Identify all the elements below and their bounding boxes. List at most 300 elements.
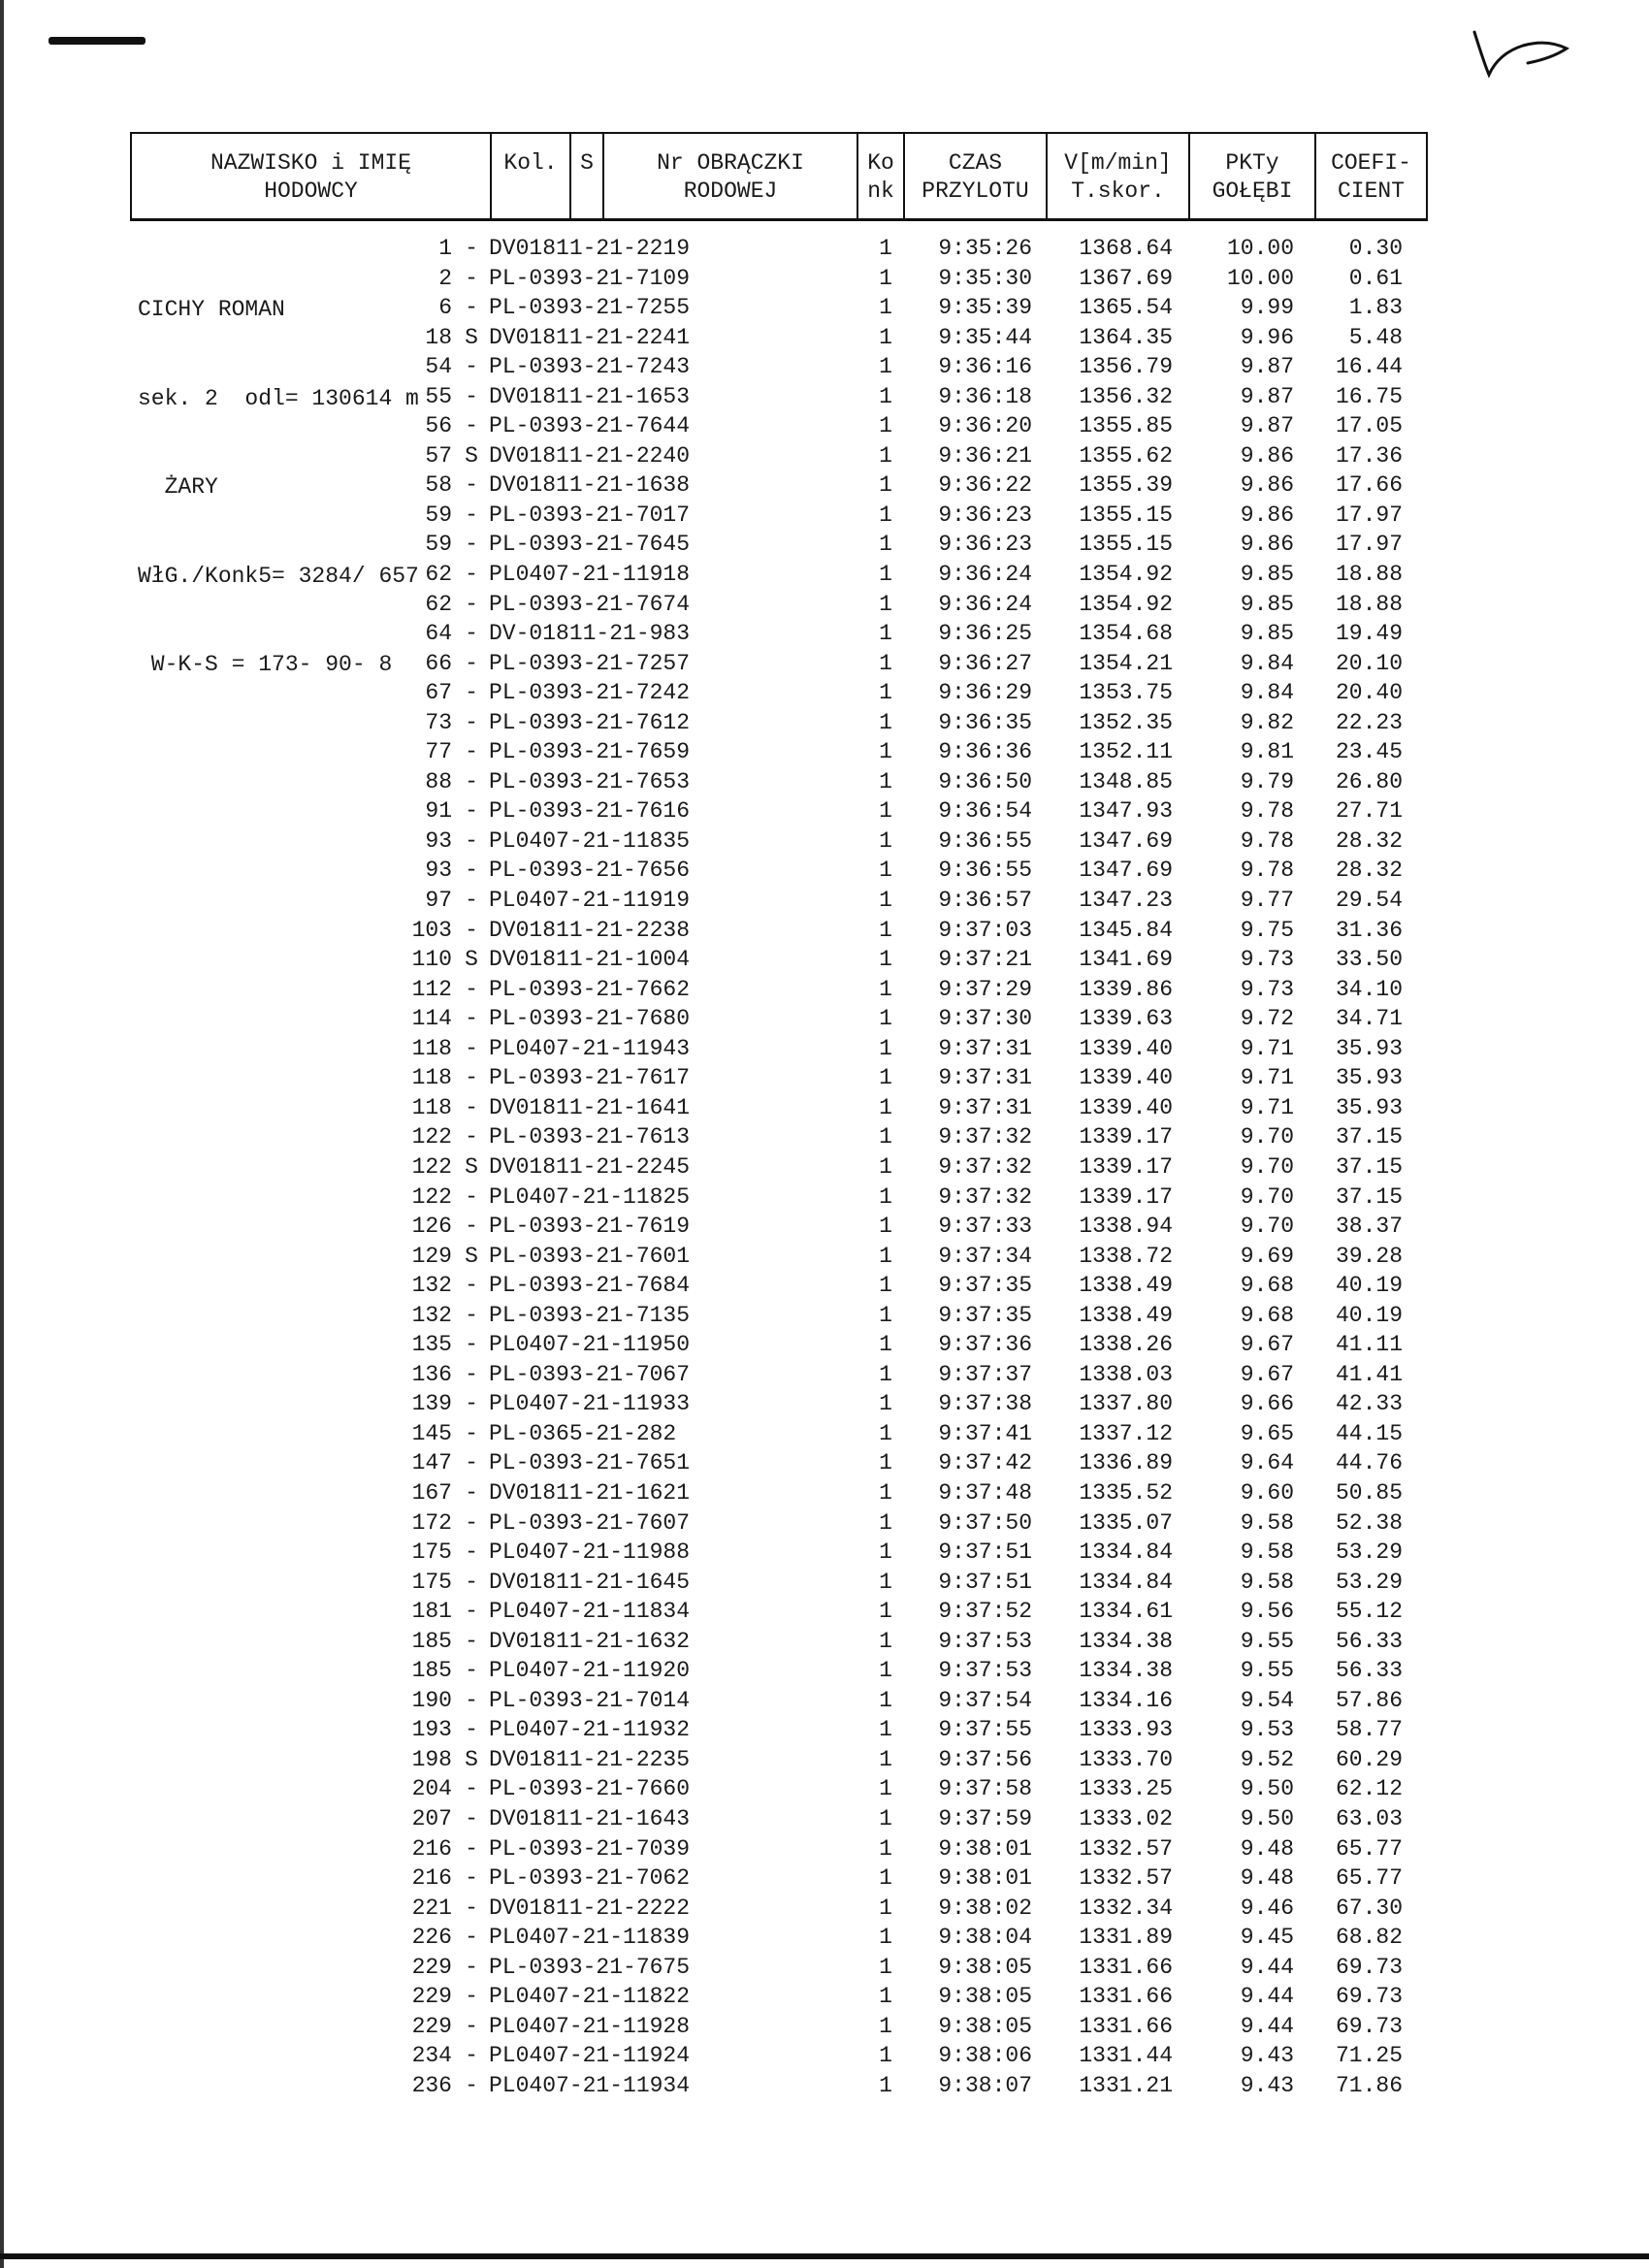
coefficient-cell: 68.82 [1335, 1925, 1403, 1951]
arrival-time-cell: 9:35:26 [938, 236, 1032, 261]
coefficient-cell: 56.33 [1335, 1658, 1403, 1684]
speed-cell: 1356.79 [1079, 354, 1173, 380]
konk-cell: 1 [879, 709, 892, 735]
kol-cell: 118 [411, 1065, 452, 1091]
arrival-time-cell: 9:37:35 [938, 1302, 1032, 1328]
coefficient-cell: 56.33 [1335, 1628, 1403, 1654]
ring-number-cell: PL-0393-21-7659 [489, 739, 691, 765]
coefficient-cell: 16.44 [1335, 354, 1403, 380]
s-cell: - [465, 1302, 478, 1328]
coefficient-cell: 67.30 [1335, 1895, 1403, 1921]
arrival-time-cell: 9:37:58 [938, 1776, 1032, 1802]
header-speed [1048, 134, 1190, 218]
kol-cell: 91 [425, 798, 452, 825]
s-cell: - [465, 1628, 478, 1654]
header-time-line1: CZAS [948, 150, 1003, 176]
arrival-time-cell: 9:37:33 [938, 1214, 1032, 1240]
konk-cell: 1 [879, 295, 892, 321]
konk-cell: 1 [879, 354, 892, 380]
kol-cell: 57 [425, 442, 452, 469]
ring-number-cell: DV01811-21-1004 [489, 947, 691, 973]
header-coef [1316, 134, 1426, 218]
konk-cell: 1 [879, 324, 892, 350]
arrival-time-cell: 9:37:42 [938, 1450, 1032, 1476]
speed-cell: 1355.85 [1079, 413, 1173, 439]
arrival-time-cell: 9:38:06 [938, 2043, 1032, 2069]
ring-number-cell: PL-0393-21-7601 [489, 1243, 691, 1269]
coefficient-cell: 44.76 [1335, 1450, 1403, 1476]
kol-cell: 190 [411, 1687, 452, 1713]
coefficient-cell: 0.30 [1348, 236, 1403, 261]
ring-number-cell: PL-0393-21-7662 [489, 976, 691, 1002]
coefficient-cell: 0.61 [1348, 265, 1403, 291]
points-cell: 9.55 [1240, 1658, 1294, 1684]
kol-cell: 122 [411, 1153, 452, 1180]
arrival-time-cell: 9:36:20 [938, 413, 1032, 439]
konk-cell: 1 [879, 1658, 892, 1684]
ring-number-cell: PL0407-21-11934 [489, 2072, 691, 2098]
s-cell: - [465, 1450, 478, 1476]
points-cell: 9.65 [1240, 1420, 1294, 1446]
kol-cell: 112 [411, 976, 452, 1002]
s-cell: - [465, 888, 478, 914]
arrival-time-cell: 9:36:18 [938, 383, 1032, 409]
arrival-time-cell: 9:36:55 [938, 827, 1032, 854]
speed-cell: 1355.15 [1079, 502, 1173, 528]
points-cell: 9.84 [1240, 680, 1294, 706]
coefficient-cell: 28.32 [1335, 827, 1403, 854]
points-cell: 9.48 [1240, 1835, 1294, 1862]
ring-number-cell: PL-0393-21-7242 [489, 680, 691, 706]
coefficient-cell: 53.29 [1335, 1569, 1403, 1595]
scan-bottom-rule [0, 2253, 1649, 2259]
kol-cell: 93 [425, 827, 452, 854]
speed-cell: 1332.34 [1079, 1895, 1173, 1921]
arrival-time-cell: 9:37:38 [938, 1391, 1032, 1417]
speed-cell: 1335.07 [1079, 1509, 1173, 1536]
speed-cell: 1331.89 [1079, 1925, 1173, 1951]
pen-dash-mark [48, 37, 146, 45]
coefficient-cell: 71.25 [1335, 2043, 1403, 2069]
speed-cell: 1334.16 [1079, 1687, 1173, 1713]
ring-number-cell: PL-0393-21-7607 [489, 1509, 691, 1536]
coefficient-cell: 35.93 [1335, 1065, 1403, 1091]
arrival-time-cell: 9:36:55 [938, 858, 1032, 884]
ring-number-cell: PL-0393-21-7135 [489, 1302, 691, 1328]
header-kol [492, 134, 571, 218]
ring-number-cell: DV01811-21-2241 [489, 324, 691, 350]
ring-number-cell: PL-0393-21-7680 [489, 1006, 691, 1032]
points-cell: 9.67 [1240, 1332, 1294, 1358]
konk-cell: 1 [879, 1124, 892, 1150]
points-cell: 9.44 [1240, 1984, 1294, 2010]
breeder-wks: W-K-S = 173- 90- 8 [138, 652, 393, 677]
kol-cell: 234 [411, 2043, 452, 2069]
kol-cell: 67 [425, 680, 452, 706]
speed-cell: 1347.69 [1079, 827, 1173, 854]
points-cell: 9.56 [1240, 1599, 1294, 1625]
ring-number-cell: PL0407-21-11822 [489, 1984, 691, 2010]
konk-cell: 1 [879, 1776, 892, 1802]
kol-cell: 185 [411, 1658, 452, 1684]
points-cell: 9.55 [1240, 1628, 1294, 1654]
s-cell: - [465, 798, 478, 825]
coefficient-cell: 31.36 [1335, 917, 1403, 943]
points-cell: 9.50 [1240, 1776, 1294, 1802]
coefficient-cell: 44.15 [1335, 1420, 1403, 1446]
ring-number-cell: PL-0393-21-7616 [489, 798, 691, 825]
points-cell: 9.68 [1240, 1302, 1294, 1328]
points-cell: 9.81 [1240, 739, 1294, 765]
ring-number-cell: PL0407-21-11825 [489, 1183, 691, 1210]
breeder-section-distance: sek. 2 odl= 130614 m [138, 385, 419, 411]
points-cell: 9.85 [1240, 562, 1294, 588]
breeder-konk: WłG./Konk5= 3284/ 657 [138, 563, 419, 589]
speed-cell: 1352.11 [1079, 739, 1173, 765]
results-table-header [130, 132, 1428, 221]
points-cell: 9.86 [1240, 502, 1294, 528]
ring-number-cell: DV01811-21-1638 [489, 472, 691, 499]
kol-cell: 122 [411, 1124, 452, 1150]
konk-cell: 1 [879, 1065, 892, 1091]
speed-cell: 1331.66 [1079, 1984, 1173, 2010]
ring-number-cell: DV01811-21-2240 [489, 442, 691, 469]
konk-cell: 1 [879, 1035, 892, 1061]
s-cell: - [465, 532, 478, 558]
coefficient-cell: 57.86 [1335, 1687, 1403, 1713]
header-coef-line1: COEFI- [1331, 150, 1411, 176]
points-cell: 9.78 [1240, 798, 1294, 825]
coefficient-cell: 18.88 [1335, 591, 1403, 617]
arrival-time-cell: 9:37:53 [938, 1628, 1032, 1654]
points-cell: 9.54 [1240, 1687, 1294, 1713]
points-cell: 9.70 [1240, 1214, 1294, 1240]
ring-number-cell: PL-0393-21-7257 [489, 650, 691, 676]
coefficient-cell: 41.11 [1335, 1332, 1403, 1358]
header-ring-line2: RODOWEJ [683, 178, 778, 204]
kol-cell: 126 [411, 1214, 452, 1240]
coefficient-cell: 63.03 [1335, 1805, 1403, 1831]
s-cell: - [465, 768, 478, 794]
speed-cell: 1336.89 [1079, 1450, 1173, 1476]
ring-number-cell: DV01811-21-1641 [489, 1094, 691, 1120]
s-cell: - [465, 236, 478, 261]
konk-cell: 1 [879, 1391, 892, 1417]
points-cell: 9.70 [1240, 1124, 1294, 1150]
s-cell: - [465, 1420, 478, 1446]
coefficient-cell: 39.28 [1335, 1243, 1403, 1269]
arrival-time-cell: 9:37:03 [938, 917, 1032, 943]
arrival-time-cell: 9:35:39 [938, 295, 1032, 321]
speed-cell: 1334.61 [1079, 1599, 1173, 1625]
s-cell: - [465, 1214, 478, 1240]
ring-number-cell: PL0407-21-11988 [489, 1539, 691, 1566]
arrival-time-cell: 9:37:37 [938, 1361, 1032, 1387]
speed-cell: 1347.23 [1079, 888, 1173, 914]
konk-cell: 1 [879, 1509, 892, 1536]
coefficient-cell: 40.19 [1335, 1273, 1403, 1299]
s-cell: - [465, 1539, 478, 1566]
ring-number-cell: PL0407-21-11839 [489, 1925, 691, 1951]
coefficient-cell: 34.71 [1335, 1006, 1403, 1032]
points-cell: 10.00 [1226, 265, 1294, 291]
s-cell: - [465, 502, 478, 528]
ring-number-cell: PL0407-21-11835 [489, 827, 691, 854]
s-cell: - [465, 1124, 478, 1150]
ring-number-cell: PL-0393-21-7613 [489, 1124, 691, 1150]
speed-cell: 1333.02 [1079, 1805, 1173, 1831]
points-cell: 9.44 [1240, 2013, 1294, 2039]
arrival-time-cell: 9:38:05 [938, 1984, 1032, 2010]
ring-number-cell: PL-0393-21-7684 [489, 1273, 691, 1299]
s-cell: S [465, 1153, 478, 1180]
kol-cell: 147 [411, 1450, 452, 1476]
ring-number-cell: DV01811-21-1643 [489, 1805, 691, 1831]
arrival-time-cell: 9:36:29 [938, 680, 1032, 706]
kol-cell: 167 [411, 1479, 452, 1506]
s-cell: - [465, 1658, 478, 1684]
coefficient-cell: 71.86 [1335, 2072, 1403, 2098]
header-s [571, 134, 604, 218]
kol-cell: 6 [438, 295, 452, 321]
coefficient-cell: 5.48 [1348, 324, 1403, 350]
speed-cell: 1365.54 [1079, 295, 1173, 321]
points-cell: 9.73 [1240, 947, 1294, 973]
coefficient-cell: 38.37 [1335, 1214, 1403, 1240]
ring-number-cell: PL-0393-21-7675 [489, 1954, 691, 1980]
points-cell: 9.72 [1240, 1006, 1294, 1032]
kol-cell: 54 [425, 354, 452, 380]
ring-number-cell: PL-0393-21-7617 [489, 1065, 691, 1091]
coefficient-cell: 26.80 [1335, 768, 1403, 794]
konk-cell: 1 [879, 1450, 892, 1476]
s-cell: - [465, 1835, 478, 1862]
konk-cell: 1 [879, 1243, 892, 1269]
kol-cell: 1 [438, 236, 452, 261]
points-cell: 9.84 [1240, 650, 1294, 676]
points-cell: 9.44 [1240, 1954, 1294, 1980]
ring-number-cell: DV01811-21-2245 [489, 1153, 691, 1180]
konk-cell: 1 [879, 1954, 892, 1980]
kol-cell: 175 [411, 1539, 452, 1566]
s-cell: - [465, 1925, 478, 1951]
points-cell: 9.58 [1240, 1539, 1294, 1566]
konk-cell: 1 [879, 650, 892, 676]
speed-cell: 1339.40 [1079, 1065, 1173, 1091]
konk-cell: 1 [879, 1925, 892, 1951]
speed-cell: 1348.85 [1079, 768, 1173, 794]
header-breeder-line1: NAZWISKO i IMIĘ [210, 150, 412, 176]
kol-cell: 207 [411, 1805, 452, 1831]
s-cell: - [465, 472, 478, 499]
header-s-line1: S [580, 150, 594, 176]
konk-cell: 1 [879, 1687, 892, 1713]
coefficient-cell: 69.73 [1335, 1954, 1403, 1980]
speed-cell: 1339.63 [1079, 1006, 1173, 1032]
s-cell: - [465, 917, 478, 943]
points-cell: 9.86 [1240, 472, 1294, 499]
kol-cell: 229 [411, 2013, 452, 2039]
coefficient-cell: 35.93 [1335, 1035, 1403, 1061]
speed-cell: 1352.35 [1079, 709, 1173, 735]
s-cell: - [465, 739, 478, 765]
arrival-time-cell: 9:37:30 [938, 1006, 1032, 1032]
points-cell: 9.58 [1240, 1569, 1294, 1595]
arrival-time-cell: 9:35:30 [938, 265, 1032, 291]
kol-cell: 59 [425, 532, 452, 558]
s-cell: - [465, 1599, 478, 1625]
arrival-time-cell: 9:36:25 [938, 621, 1032, 647]
speed-cell: 1356.32 [1079, 383, 1173, 409]
speed-cell: 1332.57 [1079, 1865, 1173, 1892]
konk-cell: 1 [879, 2013, 892, 2039]
ring-number-cell: DV-01811-21-983 [489, 621, 691, 647]
s-cell: - [465, 1984, 478, 2010]
kol-cell: 216 [411, 1865, 452, 1892]
arrival-time-cell: 9:37:35 [938, 1273, 1032, 1299]
points-cell: 9.53 [1240, 1717, 1294, 1743]
header-points-line1: PKTy [1225, 150, 1279, 176]
arrival-time-cell: 9:38:05 [938, 1954, 1032, 1980]
speed-cell: 1337.80 [1079, 1391, 1173, 1417]
s-cell: S [465, 947, 478, 973]
ring-number-cell: PL-0393-21-7039 [489, 1835, 691, 1862]
arrival-time-cell: 9:37:41 [938, 1420, 1032, 1446]
s-cell: - [465, 354, 478, 380]
s-cell: - [465, 1065, 478, 1091]
ring-number-cell: PL0407-21-11932 [489, 1717, 691, 1743]
s-cell: - [465, 1183, 478, 1210]
coefficient-cell: 22.23 [1335, 709, 1403, 735]
ring-number-cell: DV01811-21-2238 [489, 917, 691, 943]
ring-number-cell: PL0407-21-11834 [489, 1599, 691, 1625]
arrival-time-cell: 9:37:29 [938, 976, 1032, 1002]
konk-cell: 1 [879, 1420, 892, 1446]
speed-cell: 1347.69 [1079, 858, 1173, 884]
coefficient-cell: 16.75 [1335, 383, 1403, 409]
konk-cell: 1 [879, 562, 892, 588]
konk-cell: 1 [879, 1214, 892, 1240]
konk-cell: 1 [879, 236, 892, 261]
ring-number-cell: PL-0393-21-7645 [489, 532, 691, 558]
points-cell: 9.70 [1240, 1153, 1294, 1180]
speed-cell: 1354.92 [1079, 591, 1173, 617]
ring-number-cell: PL-0393-21-7619 [489, 1214, 691, 1240]
ring-number-cell: PL0407-21-11919 [489, 888, 691, 914]
s-cell: - [465, 265, 478, 291]
coefficient-cell: 69.73 [1335, 1984, 1403, 2010]
kol-cell: 132 [411, 1273, 452, 1299]
header-breeder-line2: HODOWCY [264, 178, 358, 204]
points-cell: 10.00 [1226, 236, 1294, 261]
coefficient-cell: 60.29 [1335, 1746, 1403, 1772]
konk-cell: 1 [879, 1746, 892, 1772]
konk-cell: 1 [879, 1865, 892, 1892]
konk-cell: 1 [879, 621, 892, 647]
coefficient-cell: 33.50 [1335, 947, 1403, 973]
kol-cell: 236 [411, 2072, 452, 2098]
kol-cell: 55 [425, 383, 452, 409]
points-cell: 9.78 [1240, 827, 1294, 854]
speed-cell: 1337.12 [1079, 1420, 1173, 1446]
points-cell: 9.85 [1240, 621, 1294, 647]
points-cell: 9.86 [1240, 532, 1294, 558]
speed-cell: 1347.93 [1079, 798, 1173, 825]
points-cell: 9.99 [1240, 295, 1294, 321]
konk-cell: 1 [879, 472, 892, 499]
ring-number-cell: PL-0393-21-7653 [489, 768, 691, 794]
arrival-time-cell: 9:37:31 [938, 1035, 1032, 1061]
points-cell: 9.71 [1240, 1065, 1294, 1091]
points-cell: 9.60 [1240, 1479, 1294, 1506]
coefficient-cell: 27.71 [1335, 798, 1403, 825]
speed-cell: 1331.44 [1079, 2043, 1173, 2069]
konk-cell: 1 [879, 768, 892, 794]
ring-number-cell: DV01811-21-1645 [489, 1569, 691, 1595]
s-cell: - [465, 2013, 478, 2039]
kol-cell: 198 [411, 1746, 452, 1772]
arrival-time-cell: 9:37:51 [938, 1569, 1032, 1595]
arrival-time-cell: 9:37:51 [938, 1539, 1032, 1566]
ring-number-cell: PL-0393-21-7017 [489, 502, 691, 528]
ring-number-cell: DV01811-21-1621 [489, 1479, 691, 1506]
arrival-time-cell: 9:38:01 [938, 1865, 1032, 1892]
points-cell: 9.73 [1240, 976, 1294, 1002]
speed-cell: 1354.21 [1079, 650, 1173, 676]
ring-number-cell: PL-0393-21-7067 [489, 1361, 691, 1387]
speed-cell: 1339.40 [1079, 1035, 1173, 1061]
kol-cell: 204 [411, 1776, 452, 1802]
coefficient-cell: 17.97 [1335, 532, 1403, 558]
konk-cell: 1 [879, 1628, 892, 1654]
coefficient-cell: 41.41 [1335, 1361, 1403, 1387]
points-cell: 9.85 [1240, 591, 1294, 617]
arrival-time-cell: 9:37:36 [938, 1332, 1032, 1358]
kol-cell: 56 [425, 413, 452, 439]
points-cell: 9.43 [1240, 2043, 1294, 2069]
header-points [1190, 134, 1316, 218]
points-cell: 9.46 [1240, 1895, 1294, 1921]
speed-cell: 1338.49 [1079, 1273, 1173, 1299]
s-cell: - [465, 413, 478, 439]
ring-number-cell: PL-0393-21-7656 [489, 858, 691, 884]
points-cell: 9.87 [1240, 354, 1294, 380]
arrival-time-cell: 9:37:50 [938, 1509, 1032, 1536]
kol-cell: 77 [425, 739, 452, 765]
arrival-time-cell: 9:38:01 [938, 1835, 1032, 1862]
arrival-time-cell: 9:37:48 [938, 1479, 1032, 1506]
speed-cell: 1354.92 [1079, 562, 1173, 588]
kol-cell: 129 [411, 1243, 452, 1269]
speed-cell: 1331.66 [1079, 1954, 1173, 1980]
arrival-time-cell: 9:36:35 [938, 709, 1032, 735]
speed-cell: 1355.15 [1079, 532, 1173, 558]
s-cell: - [465, 1509, 478, 1536]
ring-number-cell: PL-0393-21-7243 [489, 354, 691, 380]
s-cell: - [465, 621, 478, 647]
points-cell: 9.66 [1240, 1391, 1294, 1417]
s-cell: - [465, 1687, 478, 1713]
konk-cell: 1 [879, 680, 892, 706]
speed-cell: 1334.38 [1079, 1658, 1173, 1684]
konk-cell: 1 [879, 827, 892, 854]
arrival-time-cell: 9:37:55 [938, 1717, 1032, 1743]
s-cell: - [465, 976, 478, 1002]
arrival-time-cell: 9:37:32 [938, 1183, 1032, 1210]
s-cell: S [465, 442, 478, 469]
kol-cell: 114 [411, 1006, 452, 1032]
points-cell: 9.77 [1240, 888, 1294, 914]
